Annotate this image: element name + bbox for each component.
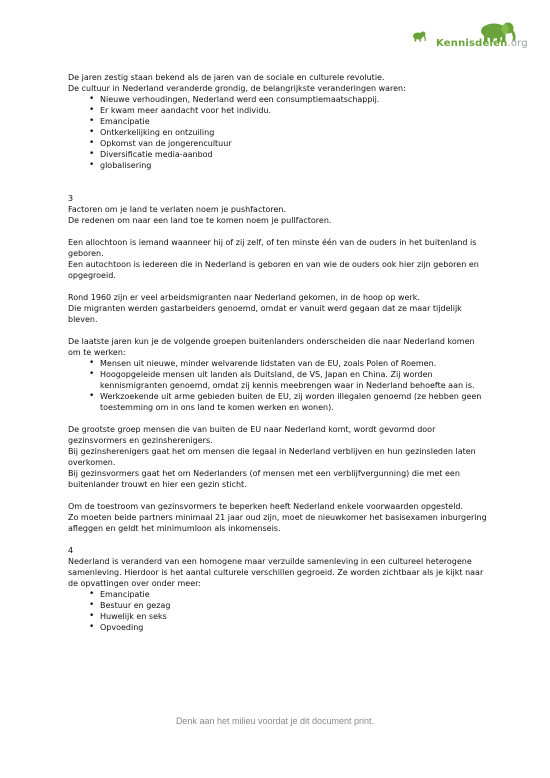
logo <box>410 22 528 54</box>
list-item: • Er kwam meer aandacht voor het individu. <box>68 105 488 116</box>
migrants-paragraph-1: Rond 1960 zijn er veel arbeidsmigranten naar Nederland gekomen, in de hoop op werk. <box>68 293 420 302</box>
list-item: • Mensen uit nieuwe, minder welvarende lidstaten van de EU, zoals Polen of Roemen. <box>68 358 488 369</box>
list-item: • Huwelijk en seks <box>68 611 488 622</box>
pull-factors: De redenen om naar een land toe te komen noem je pullfactoren. <box>68 216 332 225</box>
list-item: • Nieuwe verhoudingen, Nederland werd een consumptiemaatschappij. <box>68 94 488 105</box>
autochtoon-definition: Een autochtoon is iedereen die in Nederland is geboren en van wie de ouders ook hier zijn geboren en opgegroeid. <box>68 260 479 280</box>
list-item: • Hoogopgeleide mensen uit landen als Duitsland, de VS, Japan en China. Zij worden kennismigranten genoemd, omdat zij kennis meebrengen waar in Nederland behoefte aan is. <box>68 369 488 391</box>
list-item: • Diversificatie media-aanbod <box>68 149 488 160</box>
list-item: • Werkzoekende uit arme gebieden buiten de EU, zij worden illegalen genoemd (ze hebben geen toestemming om in ons land te komen werken en wonen). <box>68 391 488 413</box>
list-item: • globalisering <box>68 160 488 171</box>
list-item: • Opkomst van de jongerencultuur <box>68 138 488 149</box>
list-item: • Emancipatie <box>68 116 488 127</box>
groups-intro: De laatste jaren kun je de volgende groepen buitenlanders onderscheiden die naar Nederland komen om te werken: <box>68 337 475 357</box>
section-number: 4 <box>68 546 74 555</box>
section-4-paragraph: Nederland is veranderd van een homogene maar verzuilde samenleving in een cultureel heterogene samenleving. Hierdoor is het aantal culturele verschillen gegroeid. Ze worden zichtbaar als je kijkt naar de opvattingen over onder meer: <box>68 557 484 588</box>
migrants-paragraph-2: Die migranten werden gastarbeiders genoemd, omdat er vanuit werd gegaan dat ze maar tijdelijk bleven. <box>68 304 462 324</box>
list-item: • Ontkerkelijking en ontzuiling <box>68 127 488 138</box>
list-item: • Opvoeding <box>68 622 488 633</box>
section-number: 3 <box>68 194 74 203</box>
push-factors: Factoren om je land te verlaten noem je pushfactoren. <box>68 205 287 214</box>
intro-list <box>68 94 488 171</box>
family-paragraph-3: Bij gezinsvormers gaat het om Nederlanders (of mensen met een verblijfvergunning) die met een buitenlander trouwt en hier een gezin sticht. <box>68 469 460 489</box>
document-body <box>68 72 488 633</box>
intro-line-1: De jaren zestig staan bekend als de jaren van de sociale en culturele revolutie. <box>68 73 385 82</box>
family-paragraph-2: Bij gezinsherenigers gaat het om mensen die legaal in Nederland verblijven en hun gezinsleden laten overkomen. <box>68 447 476 467</box>
views-list <box>68 589 488 633</box>
allochtoon-definition: Een allochtoon is iemand waanneer hij of zij zelf, of ten minste één van de ouders in het buitenland is geboren. <box>68 238 477 258</box>
list-item: • Bestuur en gezag <box>68 600 488 611</box>
family-paragraph-1: De grootste groep mensen die van buiten de EU naar Nederland komt, wordt gevormd door gezinsvormers en gezinsherenigers. <box>68 425 436 445</box>
logo-tld: .org <box>507 38 528 49</box>
footer-note: Denk aan het milieu voordat je dit document print. <box>175 716 375 726</box>
conditions-paragraph-2: Zo moeten beide partners minimaal 21 jaar oud zijn, moet de nieuwkomer het basisexamen inburgering afleggen en geldt het minimumloon als inkomenseis. <box>68 513 487 533</box>
intro-line-2: De cultuur in Nederland veranderde grondig, de belangrijkste veranderingen waren: <box>68 84 406 93</box>
list-item: • Emancipatie <box>68 589 488 600</box>
conditions-paragraph-1: Om de toestroom van gezinsvormers te beperken heeft Nederland enkele voorwaarden opgesteld. <box>68 502 464 511</box>
groups-list <box>68 358 488 413</box>
logo-name: Kennisdelen <box>436 38 508 49</box>
